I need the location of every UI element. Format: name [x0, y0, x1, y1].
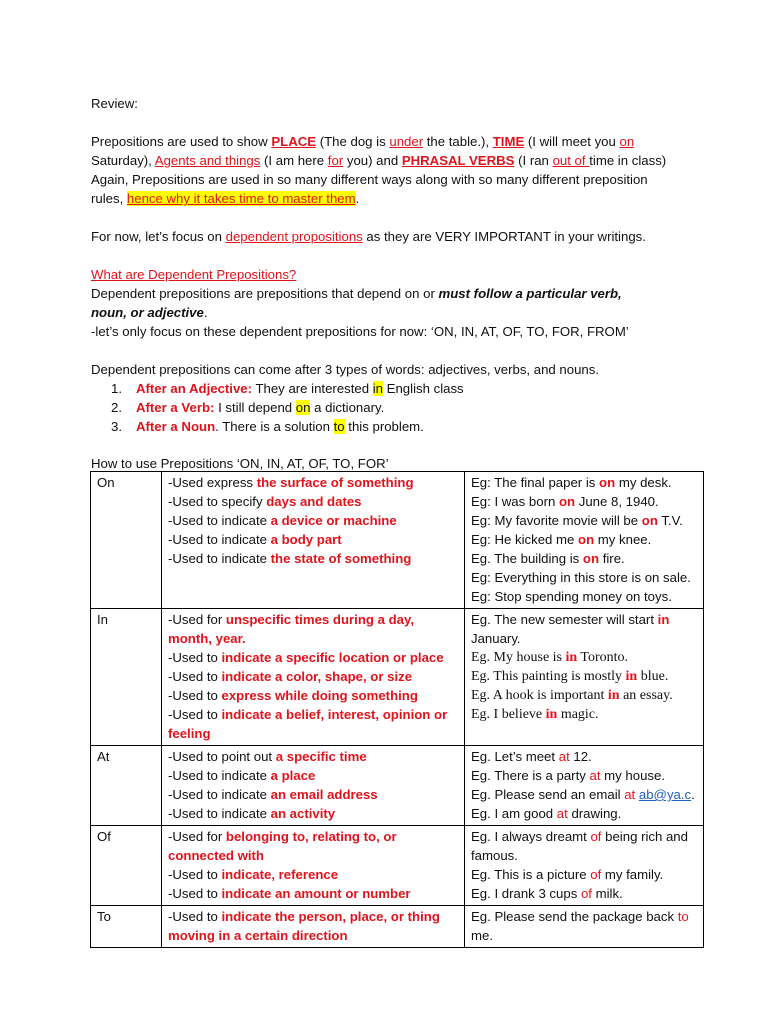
table-caption: How to use Prepositions ‘ON, IN, AT, OF, TO, FOR’	[91, 456, 389, 471]
preposition: to	[677, 909, 689, 924]
key-text: a body part	[270, 532, 342, 547]
intro-line-4	[91, 190, 359, 208]
text: -Used to	[168, 886, 222, 901]
text: Eg: My favorite movie will be	[471, 513, 642, 528]
row-label: At	[91, 746, 162, 826]
text: Eg: He kicked me	[471, 532, 579, 547]
text: -Used for	[168, 612, 226, 627]
preposition: on	[582, 551, 600, 566]
text: Eg. A hook is important	[471, 688, 608, 703]
example-line	[471, 907, 697, 926]
use-line	[168, 785, 458, 804]
use-line	[168, 804, 458, 823]
example-line	[471, 492, 697, 511]
example-line	[471, 686, 697, 705]
text: -Used to indicate	[168, 787, 271, 802]
key-text: indicate a color, shape, or size	[221, 669, 413, 684]
focus-line	[91, 228, 646, 246]
preposition: of	[580, 886, 592, 901]
example-line: January.	[471, 631, 521, 646]
example-line	[471, 511, 697, 530]
row-label: On	[91, 472, 162, 609]
example-line	[471, 865, 697, 884]
list-number: 2.	[111, 400, 122, 415]
use-line: feeling	[168, 726, 211, 741]
text: Eg. I drank 3 cups	[471, 886, 581, 901]
emphasis: noun, or adjective	[91, 305, 204, 320]
text: this problem.	[344, 419, 424, 434]
table-row-on	[91, 472, 704, 609]
key-text: a specific time	[275, 749, 367, 764]
use-line	[168, 686, 458, 705]
text: my knee.	[594, 532, 652, 547]
preposition: of	[590, 829, 602, 844]
text: Eg. Let’s meet	[471, 749, 559, 764]
intro-line-1	[91, 133, 634, 151]
text: fire.	[599, 551, 625, 566]
use-line	[168, 648, 458, 667]
under-example: under	[389, 134, 424, 149]
use-line	[168, 747, 458, 766]
dep-line-2	[91, 304, 208, 322]
key-text: an email address	[270, 787, 378, 802]
use-line	[168, 473, 458, 492]
example-line: Eg: Everything in this store is on sale.	[471, 570, 691, 585]
dep-line-1	[91, 285, 622, 303]
key-text: the surface of something	[256, 475, 414, 490]
text: my family.	[601, 867, 664, 882]
text: Eg. Please send an email	[471, 787, 625, 802]
text: you) and	[343, 153, 402, 168]
text: .	[355, 191, 360, 206]
list-number: 3.	[111, 419, 122, 434]
key-text: indicate a belief, interest, opinion or	[221, 707, 448, 722]
use-line	[168, 766, 458, 785]
text: Toronto.	[577, 650, 629, 665]
list-number: 1.	[111, 381, 122, 396]
example-line	[471, 530, 697, 549]
use-line	[168, 492, 458, 511]
example-line	[471, 785, 697, 804]
highlighted-preposition: in	[372, 381, 384, 396]
text: English class	[383, 381, 464, 396]
key-text: unspecific times during a day,	[225, 612, 414, 627]
list-item-2	[91, 399, 384, 417]
examples-cell	[465, 609, 704, 746]
uses-cell	[162, 472, 465, 609]
text: Prepositions are used to show	[91, 134, 272, 149]
key-text: an activity	[270, 806, 336, 821]
place-keyword: PLACE	[271, 134, 317, 149]
text: Dependent prepositions are prepositions that depend on or	[91, 286, 439, 301]
phrasal-keyword: PHRASAL VERBS	[401, 153, 515, 168]
text: the table.),	[423, 134, 493, 149]
key-text: indicate a specific location or place	[221, 650, 444, 665]
text: -Used to	[168, 688, 222, 703]
list-item-3	[91, 418, 424, 436]
list-label: After a Noun	[136, 419, 216, 434]
row-label: Of	[91, 826, 162, 906]
text: -Used to specify	[168, 494, 267, 509]
preposition: on	[599, 475, 616, 490]
preposition: on	[578, 532, 595, 547]
text: .	[203, 305, 208, 320]
on-example: on	[619, 134, 635, 149]
row-label: In	[91, 609, 162, 746]
text: -Used to	[168, 909, 222, 924]
use-line	[168, 511, 458, 530]
text: Eg: I was born	[471, 494, 559, 509]
preposition: in	[607, 688, 620, 703]
examples-cell	[465, 472, 704, 609]
text: 12.	[569, 749, 592, 764]
text: (I ran	[514, 153, 553, 168]
for-example: for	[327, 153, 344, 168]
text: Eg. This painting is mostly	[471, 669, 626, 684]
table-row-in	[91, 609, 704, 746]
text: as they are VERY IMPORTANT in your writings.	[362, 229, 646, 244]
text: rules,	[91, 191, 127, 206]
preposition: in	[565, 650, 578, 665]
uses-cell	[162, 746, 465, 826]
text: -Used to	[168, 707, 222, 722]
text: Eg. I am good	[471, 806, 557, 821]
text: -Used to	[168, 650, 222, 665]
preposition: on	[558, 494, 576, 509]
text: -Used to	[168, 669, 222, 684]
row-label: To	[91, 906, 162, 948]
use-line	[168, 667, 458, 686]
examples-cell	[465, 906, 704, 948]
use-line	[168, 610, 458, 629]
email-link[interactable]: ab@ya.c	[638, 787, 692, 802]
table-row-at	[91, 746, 704, 826]
dep-line-3: -let’s only focus on these dependent prepositions for now: ‘ON, IN, AT, OF, TO, FOR, FROM’	[91, 324, 629, 339]
outof-example: out of	[552, 153, 590, 168]
intro-line-2	[91, 152, 666, 170]
text: They are interested	[252, 381, 373, 396]
text: -Used to indicate	[168, 806, 271, 821]
text: milk.	[591, 886, 623, 901]
text: -Used to indicate	[168, 532, 271, 547]
text: T.V.	[657, 513, 683, 528]
text: -Used to indicate	[168, 513, 271, 528]
preposition: at	[558, 749, 570, 764]
text: Eg. The new semester will start	[471, 612, 658, 627]
text: Eg. I always dreamt	[471, 829, 591, 844]
use-line	[168, 865, 458, 884]
preposition: in	[545, 707, 558, 722]
text: Saturday),	[91, 153, 155, 168]
prepositions-table	[90, 471, 704, 948]
time-keyword: TIME	[492, 134, 525, 149]
emphasis: must follow a particular verb,	[438, 286, 622, 301]
use-line	[168, 827, 458, 846]
uses-cell	[162, 609, 465, 746]
text: my house.	[600, 768, 666, 783]
highlighted-preposition: to	[333, 419, 345, 434]
text: -Used to	[168, 867, 222, 882]
preposition: at	[589, 768, 601, 783]
example-line	[471, 804, 697, 823]
example-line: me.	[471, 928, 493, 943]
text: a dictionary.	[310, 400, 385, 415]
examples-cell	[465, 826, 704, 906]
highlighted-preposition: on	[295, 400, 311, 415]
key-text: indicate the person, place, or thing	[221, 909, 440, 924]
example-line	[471, 648, 697, 667]
key-text: a device or machine	[270, 513, 397, 528]
text: -Used express	[168, 475, 257, 490]
preposition: on	[641, 513, 658, 528]
text: magic.	[557, 707, 599, 722]
preposition: at	[556, 806, 568, 821]
preposition: in	[625, 669, 638, 684]
text: -Used to indicate	[168, 551, 271, 566]
use-line	[168, 530, 458, 549]
text: being rich and	[601, 829, 688, 844]
text: (I will meet you	[524, 134, 620, 149]
text: time in class)	[589, 153, 667, 168]
preposition: at	[624, 787, 636, 802]
text: I still depend	[214, 400, 296, 415]
table-row-of	[91, 826, 704, 906]
text: For now, let’s focus on	[91, 229, 226, 244]
text: -Used for	[168, 829, 226, 844]
examples-cell	[465, 746, 704, 826]
text: June 8, 1940.	[575, 494, 659, 509]
text: . There is a solution	[215, 419, 334, 434]
dependent-propositions-link: dependent propositions	[225, 229, 363, 244]
dep-line-4: Dependent prepositions can come after 3 types of words: adjectives, verbs, and nouns.	[91, 362, 600, 377]
key-text: indicate, reference	[221, 867, 339, 882]
preposition: in	[657, 612, 670, 627]
text: Eg: The final paper is	[471, 475, 600, 490]
uses-cell	[162, 906, 465, 948]
text: .	[691, 787, 695, 802]
text: Eg. My house is	[471, 650, 566, 665]
list-item-1	[91, 380, 464, 398]
example-line	[471, 705, 697, 724]
table-row-to	[91, 906, 704, 948]
uses-cell	[162, 826, 465, 906]
text: my desk.	[615, 475, 672, 490]
key-text: belonging to, relating to, or	[225, 829, 397, 844]
agents-keyword: Agents and things	[154, 153, 261, 168]
dependent-heading: What are Dependent Prepositions?	[91, 267, 297, 282]
use-line	[168, 907, 458, 926]
text: -Used to point out	[168, 749, 276, 764]
example-line	[471, 747, 697, 766]
review-heading: Review:	[91, 96, 138, 111]
key-text: express while doing something	[221, 688, 418, 703]
text: drawing.	[567, 806, 622, 821]
use-line: month, year.	[168, 631, 246, 646]
example-line	[471, 884, 697, 903]
example-line: Eg: Stop spending money on toys.	[471, 589, 672, 604]
example-line	[471, 827, 697, 846]
text: Eg. There is a party	[471, 768, 590, 783]
text: an essay.	[619, 688, 673, 703]
intro-line-3: Again, Prepositions are used in so many different ways along with so many different preposition	[91, 172, 648, 187]
key-text: indicate an amount or number	[221, 886, 411, 901]
use-line	[168, 549, 458, 568]
example-line	[471, 549, 697, 568]
text: -Used to indicate	[168, 768, 271, 783]
example-line	[471, 667, 697, 686]
list-label: After an Adjective:	[136, 381, 253, 396]
key-text: a place	[270, 768, 316, 783]
text: Eg. I believe	[471, 707, 546, 722]
key-text: the state of something	[270, 551, 412, 566]
preposition: of	[590, 867, 602, 882]
key-text: days and dates	[266, 494, 362, 509]
use-line	[168, 884, 458, 903]
list-label: After a Verb:	[136, 400, 215, 415]
use-line: moving in a certain direction	[168, 928, 348, 943]
use-line: connected with	[168, 848, 264, 863]
text: (I am here	[260, 153, 328, 168]
text: (The dog is	[316, 134, 390, 149]
example-line	[471, 766, 697, 785]
highlighted-note: hence why it takes time to master them	[126, 191, 356, 206]
text: Eg. The building is	[471, 551, 583, 566]
example-line	[471, 610, 697, 629]
use-line	[168, 705, 458, 724]
text: Eg. This is a picture	[471, 867, 591, 882]
example-line	[471, 473, 697, 492]
example-line: famous.	[471, 848, 518, 863]
text: Eg. Please send the package back	[471, 909, 678, 924]
text: blue.	[637, 669, 669, 684]
